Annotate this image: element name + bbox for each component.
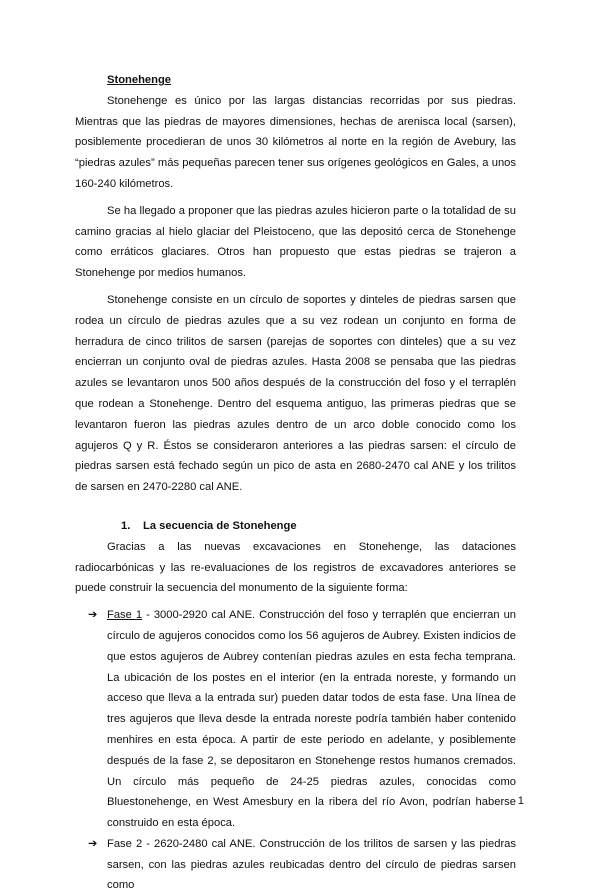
arrow-bullet-icon: ➔: [88, 609, 98, 622]
paragraph-3: Stonehenge consiste en un círculo de soportes y dinteles de piedras sarsen que rodea un círculo de piedras azules que a su vez rodean un conjunto en forma de herradura de cinco trilitos de sarsen (parejas de soportes con dinteles) que a su vez encierran un conjunto oval de piedras azules. Hasta 2008 se pensaba que las piedras azules se levantaron unos 500 años después de la construcción del foso y el terraplén que rodean a Stonehenge. Dentro del esquema antiguo, las primeras piedras que se levantaron fueron las piedras azules dentro de un arco doble conocido como los agujeros Q y R. Éstos se consideraron anteriores a las piedras sarsen: el círculo de piedras sarsen está fechado según un pico de asta en 2680-2470 cal ANE y los trilitos de sarsen en 2470-2280 cal ANE.: [75, 293, 516, 494]
page-number: 1: [517, 795, 524, 807]
section-title: La secuencia de Stonehenge: [143, 519, 297, 532]
section-number: 1.: [121, 519, 131, 532]
document-title: Stonehenge: [107, 74, 172, 86]
document-body: [75, 70, 516, 896]
paragraph-2: Se ha llegado a proponer que las piedras azules hicieron parte o la totalidad de su camino gracias al hielo glaciar del Pleistoceno, que las depositó cerca de Stonehenge como erráticos glaciares. Otros han propuesto que estas piedras se trajeron a Stonehenge por medios humanos.: [75, 204, 516, 280]
paragraph-1: Stonehenge es único por las largas distancias recorridas por sus piedras. Mientras que las piedras de mayores dimensiones, hechas de arenisca local (sarsen), posiblemente procedieran de unos 30 kilómetros al norte en la región de Avebury, las “piedras azules” más pequeñas parecen tener sus orígenes geológicos en Gales, a unos 160-240 kilómetros.: [75, 94, 516, 190]
phase-label: Fase 1: [107, 609, 143, 622]
section-heading: [75, 516, 516, 537]
section-intro: Gracias a las nuevas excavaciones en Stonehenge, las dataciones radiocarbónicas y las re-evaluaciones de los registros de excavadores anteriores se puede construir la secuencia del monumento de la siguiente forma:: [75, 540, 516, 595]
arrow-bullet-icon: ➔: [88, 837, 98, 850]
phase-text: - 3000-2920 cal ANE. Construcción del foso y terraplén que encierran un círculo de agujeros conocidos como los 56 agujeros de Aubrey. Existen indicios de que estos agujeros de Aubrey contenían piedras azules en esta fecha temprana. La ubicación de los postes en el interior (en la entrada noreste, y formando un acceso que lleva a la entrada sur) pueden datar todos de esta fase. Una línea de tres agujeros que lleva desde la entrada noreste podría también haber contenido menhires en esta época. A partir de este periodo en adelante, y posiblemente después de la fase 2, se depositaron en Stonehenge restos humanos cremados. Un círculo más pequeño de 24-25 piedras azules, conocidas como Bluestonehenge, en West Amesbury en la ribera del río Avon, podrían haberse construido en esta época.: [107, 609, 517, 830]
phase-label: Fase 2: [107, 837, 143, 850]
phase-text: - 2620-2480 cal ANE. Construcción de los trilitos de sarsen y las piedras sarsen, con las piedras azules reubicadas dentro del círculo de piedras sarsen como: [107, 837, 516, 892]
phase-list: [75, 605, 516, 896]
list-item: [75, 605, 516, 834]
list-item: [75, 834, 516, 896]
